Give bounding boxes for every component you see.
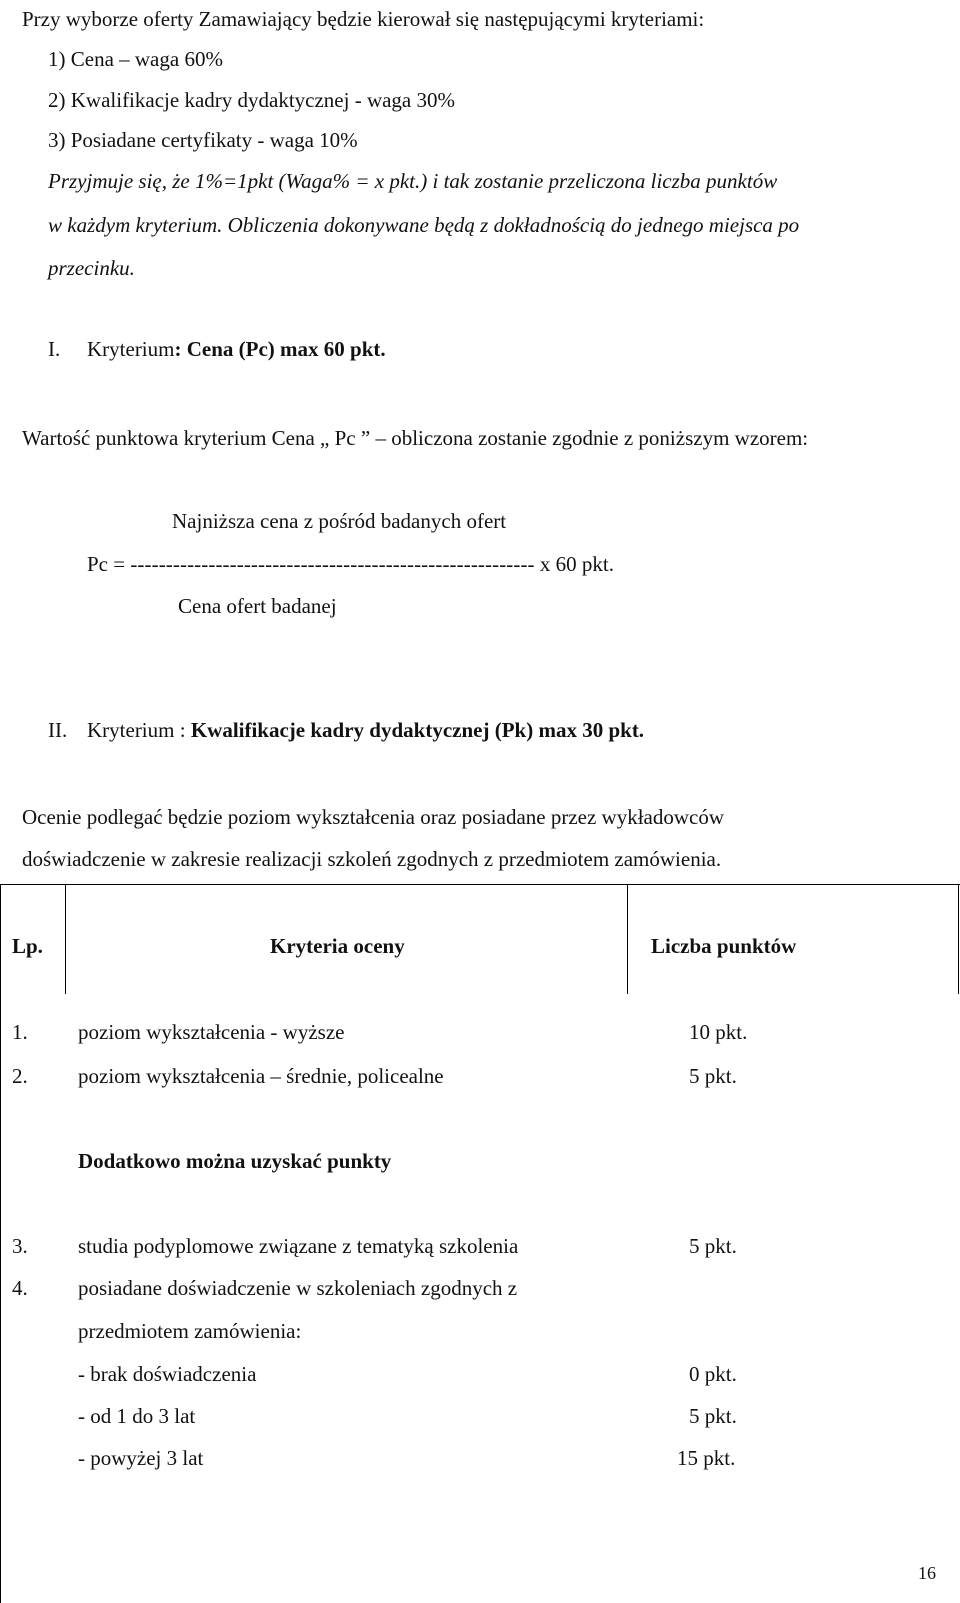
criterion-1-number: I. (48, 337, 61, 361)
sub-points: 5 pkt. (689, 1404, 737, 1428)
criterion-2-title: Kwalifikacje kadry dydaktycznej (Pk) max 30 pkt. (190, 718, 645, 742)
table-header-lp: Lp. (12, 934, 43, 958)
row-lp: 2. (12, 1064, 28, 1088)
sub-criterion: - powyżej 3 lat (78, 1446, 204, 1470)
row-criterion: poziom wykształcenia - wyższe (78, 1020, 345, 1044)
note-line-1: Przyjmuje się, że 1%=1pkt (Waga% = x pkt.) i tak zostanie przeliczona liczba punktów (48, 169, 778, 193)
criterion-1-description: Wartość punktowa kryterium Cena „ Pc ” – obliczona zostanie zgodnie z poniższym wzorem: (22, 426, 809, 450)
criterion-1-label: Kryterium (87, 337, 175, 361)
note-line-2: w każdym kryterium. Obliczenia dokonywane będą z dokładnością do jednego miejsca po (48, 213, 800, 237)
intro-line: Przy wyborze oferty Zamawiający będzie kierował się następującymi kryteriami: (22, 7, 705, 31)
row-criterion-line-1: posiadane doświadczenie w szkoleniach zgodnych z (78, 1276, 518, 1300)
criterion-2-label: Kryterium : (87, 718, 186, 742)
row-points: 5 pkt. (689, 1234, 737, 1258)
criterion-2-desc-2: doświadczenie w zakresie realizacji szkoleń zgodnych z przedmiotem zamówienia. (22, 847, 722, 871)
formula-numerator: Najniższa cena z pośród badanych ofert (172, 509, 507, 533)
criterion-2-desc-1: Ocenie podlegać będzie poziom wykształcenia oraz posiadane przez wykładowców (22, 805, 725, 829)
formula-denominator: Cena ofert badanej (178, 594, 337, 618)
table-left-border (0, 884, 1, 1603)
criteria-item-3: 3) Posiadane certyfikaty - waga 10% (48, 128, 358, 152)
row-criterion: studia podyplomowe związane z tematyką szkolenia (78, 1234, 519, 1258)
table-right-border (958, 884, 959, 994)
table-header-points: Liczba punktów (651, 934, 797, 958)
table-divider-points (627, 884, 628, 994)
table-top-border (0, 884, 960, 885)
row-lp: 1. (12, 1020, 28, 1044)
formula-fraction-bar: --------------------------------------------------------- (130, 552, 535, 576)
sub-criterion: - brak doświadczenia (78, 1362, 257, 1386)
criteria-item-1: 1) Cena – waga 60% (48, 47, 223, 71)
criterion-1-heading (87, 336, 386, 362)
criterion-2-heading (87, 717, 644, 743)
row-criterion: poziom wykształcenia – średnie, policealne (78, 1064, 444, 1088)
criterion-1-title: : Cena (Pc) max 60 pkt. (174, 337, 386, 361)
criteria-item-2: 2) Kwalifikacje kadry dydaktycznej - waga 30% (48, 88, 455, 112)
extra-points-heading: Dodatkowo można uzyskać punkty (78, 1149, 392, 1173)
row-lp: 3. (12, 1234, 28, 1258)
row-points: 10 pkt. (689, 1020, 748, 1044)
table-divider-lp (65, 884, 66, 994)
row-lp: 4. (12, 1276, 28, 1300)
table-row (12, 1019, 28, 1045)
table-row (12, 1063, 28, 1089)
sub-points: 0 pkt. (689, 1362, 737, 1386)
sub-criterion: - od 1 do 3 lat (78, 1404, 196, 1428)
criterion-2-number: II. (48, 718, 68, 742)
formula-rhs: x 60 pkt. (539, 552, 614, 576)
row-points: 5 pkt. (689, 1064, 737, 1088)
formula-line (87, 551, 614, 577)
row-criterion-line-2: przedmiotem zamówienia: (78, 1319, 302, 1343)
note-line-3: przecinku. (48, 256, 135, 280)
page-number: 16 (918, 1563, 936, 1583)
formula-lhs: Pc = (87, 552, 126, 576)
sub-points: 15 pkt. (677, 1446, 736, 1470)
table-header-criteria: Kryteria oceny (270, 934, 405, 958)
